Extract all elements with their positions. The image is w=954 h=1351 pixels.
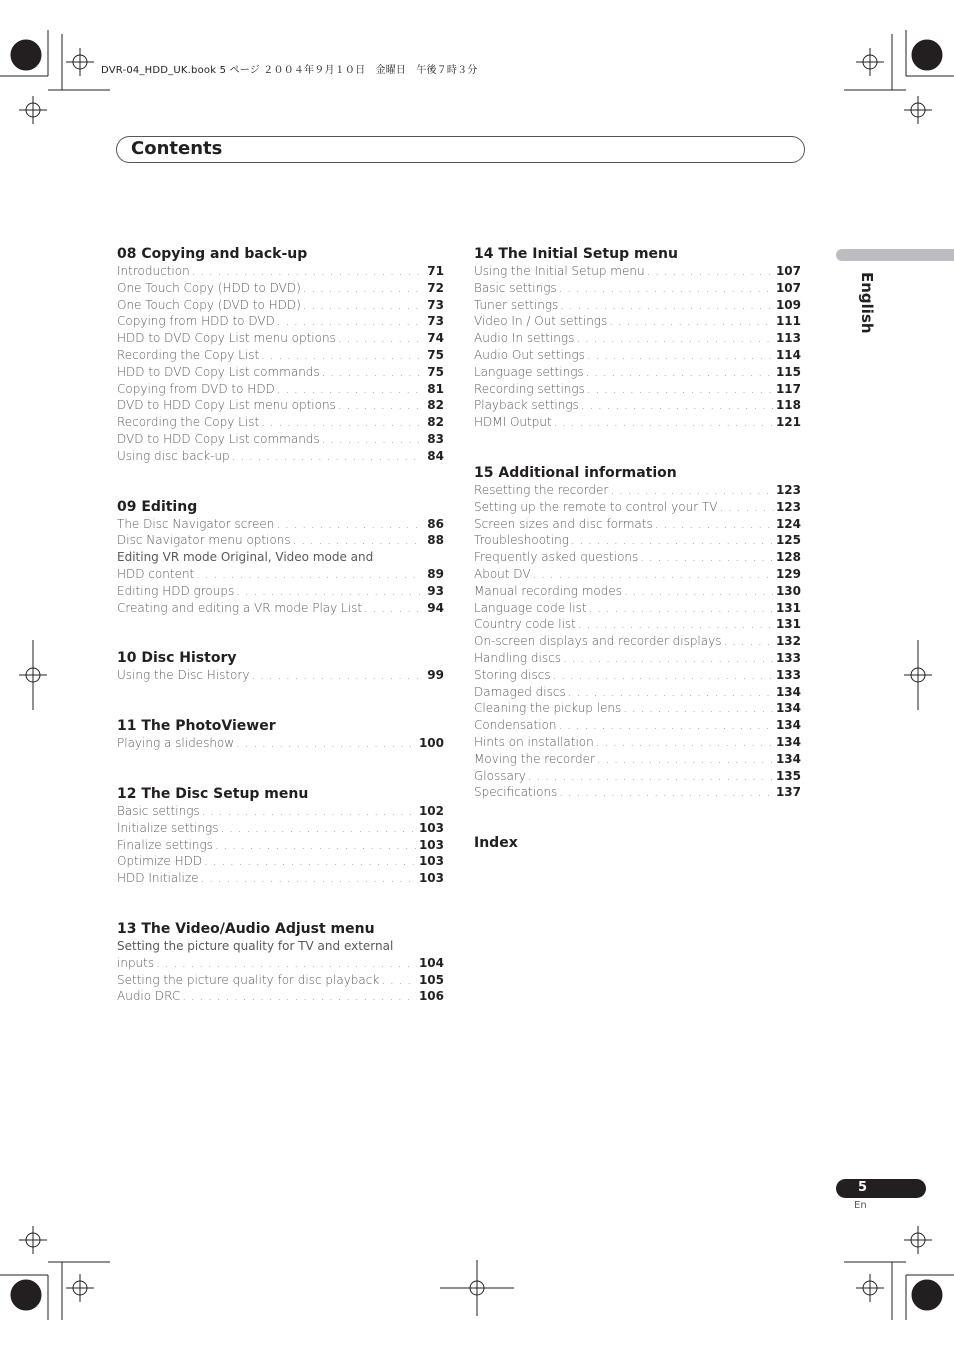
page-language-code: En bbox=[854, 1200, 867, 1211]
toc-entry-page: 103 bbox=[418, 871, 444, 886]
toc-entry bbox=[117, 280, 444, 297]
section-15 bbox=[474, 465, 801, 801]
section-heading: 12 The Disc Setup menu bbox=[117, 785, 309, 802]
toc-entry-title: Basic settings bbox=[474, 280, 557, 295]
leader-dots bbox=[587, 381, 774, 398]
toc-entry-page: 134 bbox=[775, 734, 801, 749]
toc-entry-page: 103 bbox=[418, 837, 444, 852]
entry-list bbox=[117, 938, 444, 1005]
toc-entry bbox=[474, 381, 801, 398]
toc-entry bbox=[474, 313, 801, 330]
toc-entry-page: 82 bbox=[427, 415, 444, 430]
toc-entry-page: 133 bbox=[775, 667, 801, 682]
leader-dots bbox=[559, 280, 774, 297]
leader-dots bbox=[381, 972, 417, 989]
toc-entry bbox=[117, 583, 444, 600]
leader-dots bbox=[563, 650, 774, 667]
section-index bbox=[474, 835, 801, 852]
leader-dots bbox=[232, 448, 420, 465]
toc-entry-title: Setting the picture quality for TV and external bbox=[117, 938, 394, 953]
toc-entry-title: Editing VR mode Original, Video mode and bbox=[117, 550, 374, 565]
section-heading: 09 Editing bbox=[117, 498, 198, 515]
language-label: English bbox=[858, 272, 876, 334]
toc-entry-title: Glossary bbox=[474, 768, 526, 783]
toc-entry-title: Screen sizes and disc formats bbox=[474, 516, 653, 531]
toc-entry-title: Tuner settings bbox=[474, 297, 559, 312]
toc-entry-title: Resetting the recorder bbox=[474, 482, 609, 497]
toc-entry-page: 89 bbox=[427, 566, 444, 581]
toc-entry-page: 99 bbox=[427, 668, 444, 683]
toc-entry-title: Setting up the remote to control your TV bbox=[474, 499, 718, 514]
toc-entry bbox=[117, 448, 444, 465]
leader-dots bbox=[261, 347, 420, 364]
toc-entry-title: HDD Initialize bbox=[117, 871, 199, 886]
toc-entry bbox=[474, 768, 801, 785]
leader-dots bbox=[202, 803, 417, 820]
toc-entry-title: Cleaning the pickup lens bbox=[474, 701, 622, 716]
toc-entry-page: 124 bbox=[775, 516, 801, 531]
toc-entry-page: 109 bbox=[775, 297, 801, 312]
toc-entry bbox=[117, 297, 444, 314]
toc-entry-page: 118 bbox=[775, 398, 801, 413]
toc-entry-title: Copying from HDD to DVD bbox=[117, 314, 275, 329]
section-heading: 13 The Video/Audio Adjust menu bbox=[117, 920, 375, 937]
toc-entry-title: Optimize HDD bbox=[117, 854, 203, 869]
toc-entry-page: 121 bbox=[775, 415, 801, 430]
toc-entry-title: Disc Navigator menu options bbox=[117, 533, 291, 548]
leader-dots bbox=[559, 784, 774, 801]
toc-entry-page: 71 bbox=[427, 264, 444, 278]
toc-entry bbox=[474, 364, 801, 381]
toc-entry-page: 74 bbox=[427, 331, 444, 346]
toc-entry-title: Country code list bbox=[474, 617, 576, 632]
entry-list bbox=[117, 803, 444, 887]
toc-entry-title: Setting the picture quality for disc playback bbox=[117, 972, 380, 987]
toc-entry bbox=[117, 381, 444, 398]
section-heading: 08 Copying and back-up bbox=[117, 246, 308, 262]
toc-entry bbox=[117, 364, 444, 381]
leader-dots bbox=[586, 364, 774, 381]
toc-entry-page: 131 bbox=[775, 617, 801, 632]
toc-entry-title: HDD to DVD Copy List menu options bbox=[117, 331, 336, 346]
toc-entry-page: 131 bbox=[775, 600, 801, 615]
leader-dots bbox=[576, 330, 774, 347]
toc-entry-page: 73 bbox=[427, 297, 444, 312]
toc-entry bbox=[474, 751, 801, 768]
toc-entry-title: HDD to DVD Copy List commands bbox=[117, 364, 320, 379]
toc-entry bbox=[474, 700, 801, 717]
toc-entry-page: 75 bbox=[427, 347, 444, 362]
leader-dots bbox=[156, 955, 417, 972]
toc-entry-title: Playback settings bbox=[474, 398, 579, 413]
toc-entry-page: 123 bbox=[775, 482, 801, 497]
section-heading: 10 Disc History bbox=[117, 650, 237, 667]
toc-entry bbox=[474, 280, 801, 297]
toc-entry-page: 134 bbox=[775, 751, 801, 766]
leader-dots bbox=[560, 297, 774, 314]
toc-entry-page: 103 bbox=[418, 820, 444, 835]
toc-entry-title: Copying from DVD to HDD bbox=[117, 381, 275, 396]
title-bar bbox=[116, 136, 805, 163]
leader-dots bbox=[182, 988, 417, 1005]
leader-dots bbox=[596, 734, 774, 751]
toc-entry-title: Language settings bbox=[474, 364, 584, 379]
leader-dots bbox=[624, 583, 774, 600]
leader-dots bbox=[338, 330, 420, 347]
leader-dots bbox=[578, 616, 774, 633]
toc-entry-page: 106 bbox=[418, 989, 444, 1004]
toc-entry-page: 114 bbox=[775, 347, 801, 362]
toc-entry-page: 105 bbox=[418, 972, 444, 987]
toc-entry-title: Audio In settings bbox=[474, 331, 575, 346]
toc-entry-title: Video In / Out settings bbox=[474, 314, 608, 329]
toc-entry-title: Manual recording modes bbox=[474, 583, 622, 598]
toc-entry bbox=[474, 330, 801, 347]
leader-dots bbox=[533, 566, 774, 583]
toc-entry-title: inputs bbox=[117, 955, 155, 970]
leader-dots bbox=[647, 263, 774, 280]
leader-dots bbox=[204, 853, 417, 870]
toc-entry-page: 115 bbox=[775, 364, 801, 379]
toc-entry-page: 134 bbox=[775, 718, 801, 733]
toc-entry bbox=[474, 583, 801, 600]
leader-dots bbox=[559, 717, 774, 734]
toc-entry-title: Damaged discs bbox=[474, 684, 566, 699]
toc-entry-page: 88 bbox=[427, 533, 444, 548]
toc-entry-page: 128 bbox=[775, 550, 801, 565]
toc-entry-title: DVD to HDD Copy List commands bbox=[117, 431, 320, 446]
toc-entry bbox=[117, 972, 444, 989]
toc-entry-title: Recording the Copy List bbox=[117, 347, 260, 362]
section-12 bbox=[117, 786, 444, 887]
toc-entry-page: 82 bbox=[427, 398, 444, 413]
toc-entry bbox=[474, 397, 801, 414]
entry-list bbox=[117, 667, 444, 684]
toc-entry-page: 107 bbox=[775, 280, 801, 295]
toc-entry-page: 117 bbox=[775, 381, 801, 396]
toc-entry bbox=[474, 717, 801, 734]
toc-entry-title: Hints on installation bbox=[474, 734, 594, 749]
toc-entry-title: Editing HDD groups bbox=[117, 583, 235, 598]
leader-dots bbox=[640, 549, 774, 566]
leader-dots bbox=[623, 700, 774, 717]
leader-dots bbox=[597, 751, 774, 768]
toc-entry-page: 72 bbox=[427, 280, 444, 295]
toc-entry-page: 73 bbox=[427, 314, 444, 329]
toc-entry-title: Using disc back-up bbox=[117, 448, 230, 463]
leader-dots bbox=[322, 364, 420, 381]
leader-dots bbox=[528, 768, 774, 785]
toc-entry-title: DVD to HDD Copy List menu options bbox=[117, 398, 336, 413]
leader-dots bbox=[192, 263, 420, 280]
leader-dots bbox=[610, 482, 774, 499]
section-13 bbox=[117, 921, 444, 1005]
toc-entry bbox=[117, 330, 444, 347]
toc-entry bbox=[474, 297, 801, 314]
leader-dots bbox=[236, 583, 420, 600]
section-heading: Index bbox=[474, 835, 518, 852]
toc-entry-page: 135 bbox=[775, 768, 801, 783]
leader-dots bbox=[277, 381, 420, 398]
leader-dots bbox=[723, 633, 773, 650]
toc-entry-page: 94 bbox=[427, 600, 444, 615]
toc-entry bbox=[474, 347, 801, 364]
toc-entry bbox=[474, 684, 801, 701]
toc-entry bbox=[474, 482, 801, 499]
section-08 bbox=[117, 246, 444, 465]
toc-entry-title: One Touch Copy (DVD to HDD) bbox=[117, 297, 301, 312]
toc-entry-title: Creating and editing a VR mode Play List bbox=[117, 600, 363, 615]
toc-entry bbox=[117, 988, 444, 1005]
toc-entry-title: Moving the recorder bbox=[474, 751, 595, 766]
toc-entry bbox=[117, 820, 444, 837]
toc-entry bbox=[117, 955, 444, 972]
toc-entry-page: 125 bbox=[775, 533, 801, 548]
page-number: 5 bbox=[858, 1180, 868, 1195]
toc-entry-page: 134 bbox=[775, 684, 801, 699]
toc-entry bbox=[474, 263, 801, 280]
leader-dots bbox=[571, 532, 774, 549]
section-heading: 14 The Initial Setup menu bbox=[474, 246, 678, 262]
leader-dots bbox=[196, 566, 420, 583]
toc-entry-title: Language code list bbox=[474, 600, 587, 615]
section-10 bbox=[117, 650, 444, 684]
section-14 bbox=[474, 246, 801, 431]
section-09 bbox=[117, 499, 444, 617]
toc-entry-title: Condensation bbox=[474, 718, 557, 733]
toc-right-column bbox=[474, 246, 801, 852]
toc-entry-page: 102 bbox=[418, 803, 444, 818]
toc-entry-title: Playing a slideshow bbox=[117, 736, 235, 751]
toc-entry-title: Recording the Copy List bbox=[117, 415, 260, 430]
toc-entry bbox=[474, 499, 801, 516]
toc-entry-title: Basic settings bbox=[117, 803, 200, 818]
leader-dots bbox=[568, 684, 774, 701]
toc-entry-page: 81 bbox=[427, 381, 444, 396]
toc-entry-title: Troubleshooting bbox=[474, 533, 569, 548]
toc-entry bbox=[474, 734, 801, 751]
leader-dots bbox=[236, 735, 417, 752]
leader-dots bbox=[251, 667, 420, 684]
leader-dots bbox=[587, 347, 774, 364]
leader-dots bbox=[322, 431, 420, 448]
entry-list bbox=[117, 263, 444, 465]
entry-list bbox=[474, 482, 801, 801]
leader-dots bbox=[364, 600, 420, 617]
toc-entry bbox=[117, 347, 444, 364]
toc-entry-title: Recording settings bbox=[474, 381, 585, 396]
leader-dots bbox=[215, 837, 417, 854]
toc-entry-page: 103 bbox=[418, 854, 444, 869]
toc-entry-title: Storing discs bbox=[474, 667, 551, 682]
toc-entry bbox=[474, 667, 801, 684]
leader-dots bbox=[338, 397, 420, 414]
toc-entry-page: 133 bbox=[775, 650, 801, 665]
toc-entry bbox=[117, 837, 444, 854]
toc-entry-page: 130 bbox=[775, 583, 801, 598]
toc-entry bbox=[117, 566, 444, 583]
toc-entry bbox=[117, 397, 444, 414]
toc-entry bbox=[474, 516, 801, 533]
leader-dots bbox=[220, 820, 416, 837]
leader-dots bbox=[553, 667, 774, 684]
toc-entry-title: Handling discs bbox=[474, 650, 561, 665]
toc-entry-page: 107 bbox=[775, 264, 801, 278]
entry-list bbox=[474, 263, 801, 431]
toc-entry bbox=[117, 263, 444, 280]
leader-dots bbox=[201, 870, 417, 887]
leader-dots bbox=[303, 280, 420, 297]
leader-dots bbox=[589, 600, 774, 617]
toc-entry bbox=[117, 853, 444, 870]
toc-entry-page: 84 bbox=[427, 448, 444, 463]
toc-entry bbox=[474, 600, 801, 617]
toc-entry-title: Initialize settings bbox=[117, 820, 219, 835]
toc-entry bbox=[474, 532, 801, 549]
toc-entry-page: 104 bbox=[418, 955, 444, 970]
leader-dots bbox=[276, 516, 420, 533]
leader-dots bbox=[293, 532, 420, 549]
toc-entry bbox=[474, 549, 801, 566]
leader-dots bbox=[720, 499, 774, 516]
leader-dots bbox=[609, 313, 774, 330]
toc-entry-page: 75 bbox=[427, 364, 444, 379]
section-heading: 15 Additional information bbox=[474, 464, 677, 481]
toc-entry bbox=[117, 803, 444, 820]
toc-entry bbox=[117, 431, 444, 448]
toc-entry bbox=[474, 566, 801, 583]
toc-entry-page: 132 bbox=[775, 634, 801, 649]
toc-entry-title: Introduction bbox=[117, 264, 190, 278]
toc-entry bbox=[474, 633, 801, 650]
leader-dots bbox=[303, 297, 420, 314]
toc-entry bbox=[117, 735, 444, 752]
toc-entry-page: 123 bbox=[775, 499, 801, 514]
page-number-badge bbox=[836, 1179, 926, 1198]
toc-entry-title: On-screen displays and recorder displays bbox=[474, 634, 722, 649]
toc-entry-page: 113 bbox=[775, 331, 801, 346]
toc-entry-title: Audio Out settings bbox=[474, 347, 585, 362]
toc-entry bbox=[474, 784, 801, 801]
toc-entry bbox=[117, 414, 444, 431]
section-heading: 11 The PhotoViewer bbox=[117, 718, 276, 735]
toc-entry bbox=[474, 616, 801, 633]
toc-entry-page: 86 bbox=[427, 516, 444, 531]
toc-entry-title: Audio DRC bbox=[117, 989, 181, 1004]
toc-entry-title: HDD content bbox=[117, 566, 195, 581]
toc-entry bbox=[117, 600, 444, 617]
toc-entry bbox=[474, 414, 801, 431]
toc-entry-title: Frequently asked questions bbox=[474, 550, 639, 565]
toc-entry-title: The Disc Navigator screen bbox=[117, 516, 275, 531]
leader-dots bbox=[277, 313, 420, 330]
toc-entry-title: Specifications bbox=[474, 785, 558, 800]
toc-entry-page: 129 bbox=[775, 566, 801, 581]
toc-entry-page: 83 bbox=[427, 431, 444, 446]
printer-slug-line: DVR-04_HDD_UK.book 5 ページ ２００４年９月１０日 金曜日 午後７時３分 bbox=[101, 65, 478, 76]
toc-entry bbox=[117, 870, 444, 887]
entry-list bbox=[117, 735, 444, 752]
toc-entry-title: Using the Initial Setup menu bbox=[474, 264, 645, 278]
toc-entry-page: 137 bbox=[775, 785, 801, 800]
language-tab bbox=[836, 249, 954, 261]
leader-dots bbox=[261, 414, 420, 431]
toc-entry bbox=[117, 667, 444, 684]
toc-entry-page: 111 bbox=[775, 314, 801, 329]
toc-entry-title: HDMI Output bbox=[474, 415, 552, 430]
leader-dots bbox=[655, 516, 774, 533]
toc-entry-page: 93 bbox=[427, 583, 444, 598]
toc-entry bbox=[117, 516, 444, 533]
leader-dots bbox=[554, 414, 774, 431]
toc-entry-page: 100 bbox=[418, 736, 444, 751]
toc-left-column bbox=[117, 246, 444, 1005]
toc-entry bbox=[117, 313, 444, 330]
toc-entry-page: 134 bbox=[775, 701, 801, 716]
toc-entry-title: About DV bbox=[474, 566, 531, 581]
toc-entry-title: One Touch Copy (HDD to DVD) bbox=[117, 280, 301, 295]
toc-entry-title: Finalize settings bbox=[117, 837, 213, 852]
section-11 bbox=[117, 718, 444, 752]
entry-list bbox=[117, 516, 444, 617]
toc-entry bbox=[117, 532, 444, 549]
page-title: Contents bbox=[131, 138, 223, 159]
toc-entry bbox=[474, 650, 801, 667]
leader-dots bbox=[581, 397, 774, 414]
toc-entry-title: Using the Disc History bbox=[117, 668, 250, 683]
